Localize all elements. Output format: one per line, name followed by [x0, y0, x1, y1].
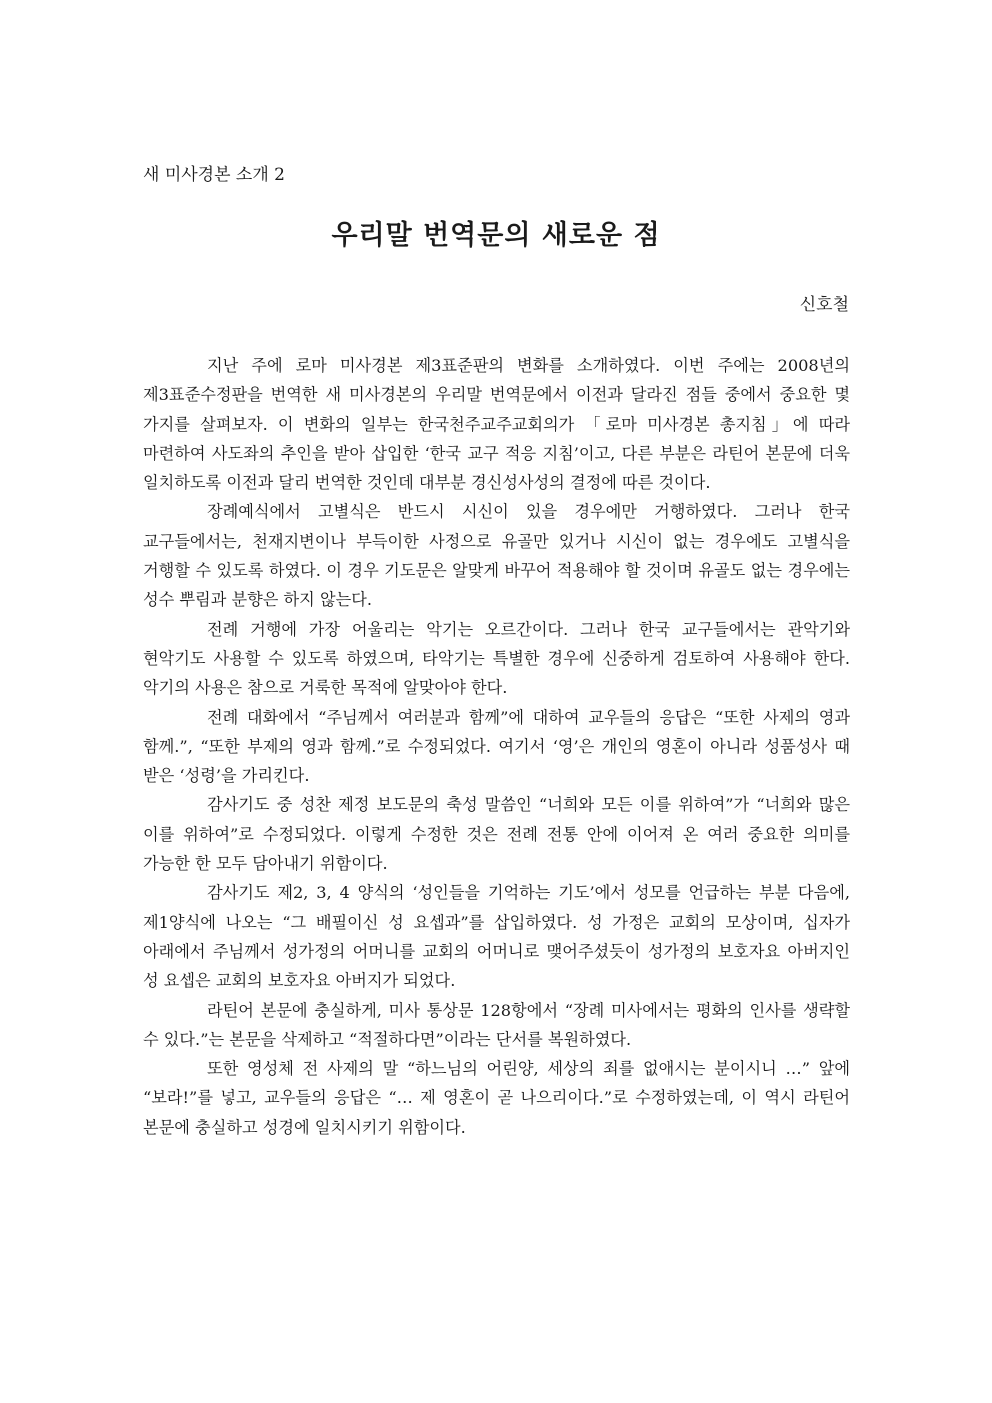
paragraph-sign-of-peace: 라틴어 본문에 충실하게, 미사 통상문 128항에서 “장례 미사에서는 평화의 인사를 생략할 수 있다.”는 본문을 삭제하고 “적절하다면”이라는 단서를 복원하였다. — [143, 1000, 850, 1049]
paragraph-saint-joseph: 감사기도 제2, 3, 4 양식의 ‘성인들을 기억하는 기도’에서 성모를 언급하는 부분 다음에, 제1양식에 나오는 “그 배필이신 성 요셉과”를 삽입하였다. 성 가정은 교회의 모상이며, 십자가 아래에서 주님께서 성가정의 어머니를 교회의 어머니로 맺어주셨듯이 성가정의 보호자요 아버지인 성 요셉은 교회의 보호자요 아버지가 되었다. — [143, 883, 850, 991]
paragraph-funeral-rite: 장례예식에서 고별식은 반드시 시신이 있을 경우에만 거행하였다. 그러나 한국 교구들에서는, 천재지변이나 부득이한 사정으로 유골만 있거나 시신이 없는 경우에도 고별식을 거행할 수 있도록 하였다. 이 경우 기도문은 알맞게 바꾸어 적용해야 할 것이며 유골도 없는 경우에는 성수 뿌림과 분향은 하지 않는다. — [143, 502, 850, 610]
author-name: 신호철 — [799, 295, 849, 315]
series-label: 새 미사경본 소개 2 — [143, 165, 285, 185]
page-title: 우리말 번역문의 새로운 점 — [331, 220, 661, 251]
paragraph-instruments: 전례 거행에 가장 어울리는 악기는 오르간이다. 그러나 한국 교구들에서는 관악기와 현악기도 사용할 수 있도록 하였으며, 타악기는 특별한 경우에 신중하게 검토하여 사용해야 한다. 악기의 사용은 참으로 거룩한 목적에 알맞아야 한다. — [143, 619, 850, 698]
paragraph-consecration-words: 감사기도 중 성찬 제정 보도문의 축성 말씀인 “너희와 모든 이를 위하여”가 “너희와 많은 이를 위하여”로 수정되었다. 이렇게 수정한 것은 전례 전통 안에 이어져 온 여러 중요한 의미를 가능한 한 모두 담아내기 위함이다. — [143, 795, 850, 874]
paragraph-intro: 지난 주에 로마 미사경본 제3표준판의 변화를 소개하였다. 이번 주에는 2008년의 제3표준수정판을 번역한 새 미사경본의 우리말 번역문에서 이전과 달라진 점들 중에서 중요한 몇 가지를 살펴보자. 이 변화의 일부는 한국천주교주교회의가 「로마 미사경본 총지침」에 따라 마련하여 사도좌의 추인을 받아 삽입한 ‘한국 교구 적응 지침’이고, 다른 부분은 라틴어 본문에 더욱 일치하도록 이전과 달리 번역한 것인데 대부분 경신성사성의 결정에 따른 것이다. — [143, 356, 850, 493]
paragraph-liturgical-dialogue: 전례 대화에서 “주님께서 여러분과 함께”에 대하여 교우들의 응답은 “또한 사제의 영과 함께.”, “또한 부제의 영과 함께.”로 수정되었다. 여기서 ‘영’은 개인의 영혼이 아니라 성품성사 때 받은 ‘성령’을 가리킨다. — [143, 707, 850, 786]
paragraph-lamb-of-god: 또한 영성체 전 사제의 말 “하느님의 어린양, 세상의 죄를 없애시는 분이시니 …” 앞에 “보라!”를 넣고, 교우들의 응답은 “… 제 영혼이 곧 나으리이다.”로 수정하였는데, 이 역시 라틴어 본문에 충실하고 성경에 일치시키기 위함이다. — [143, 1059, 850, 1137]
article-body — [143, 351, 850, 1142]
